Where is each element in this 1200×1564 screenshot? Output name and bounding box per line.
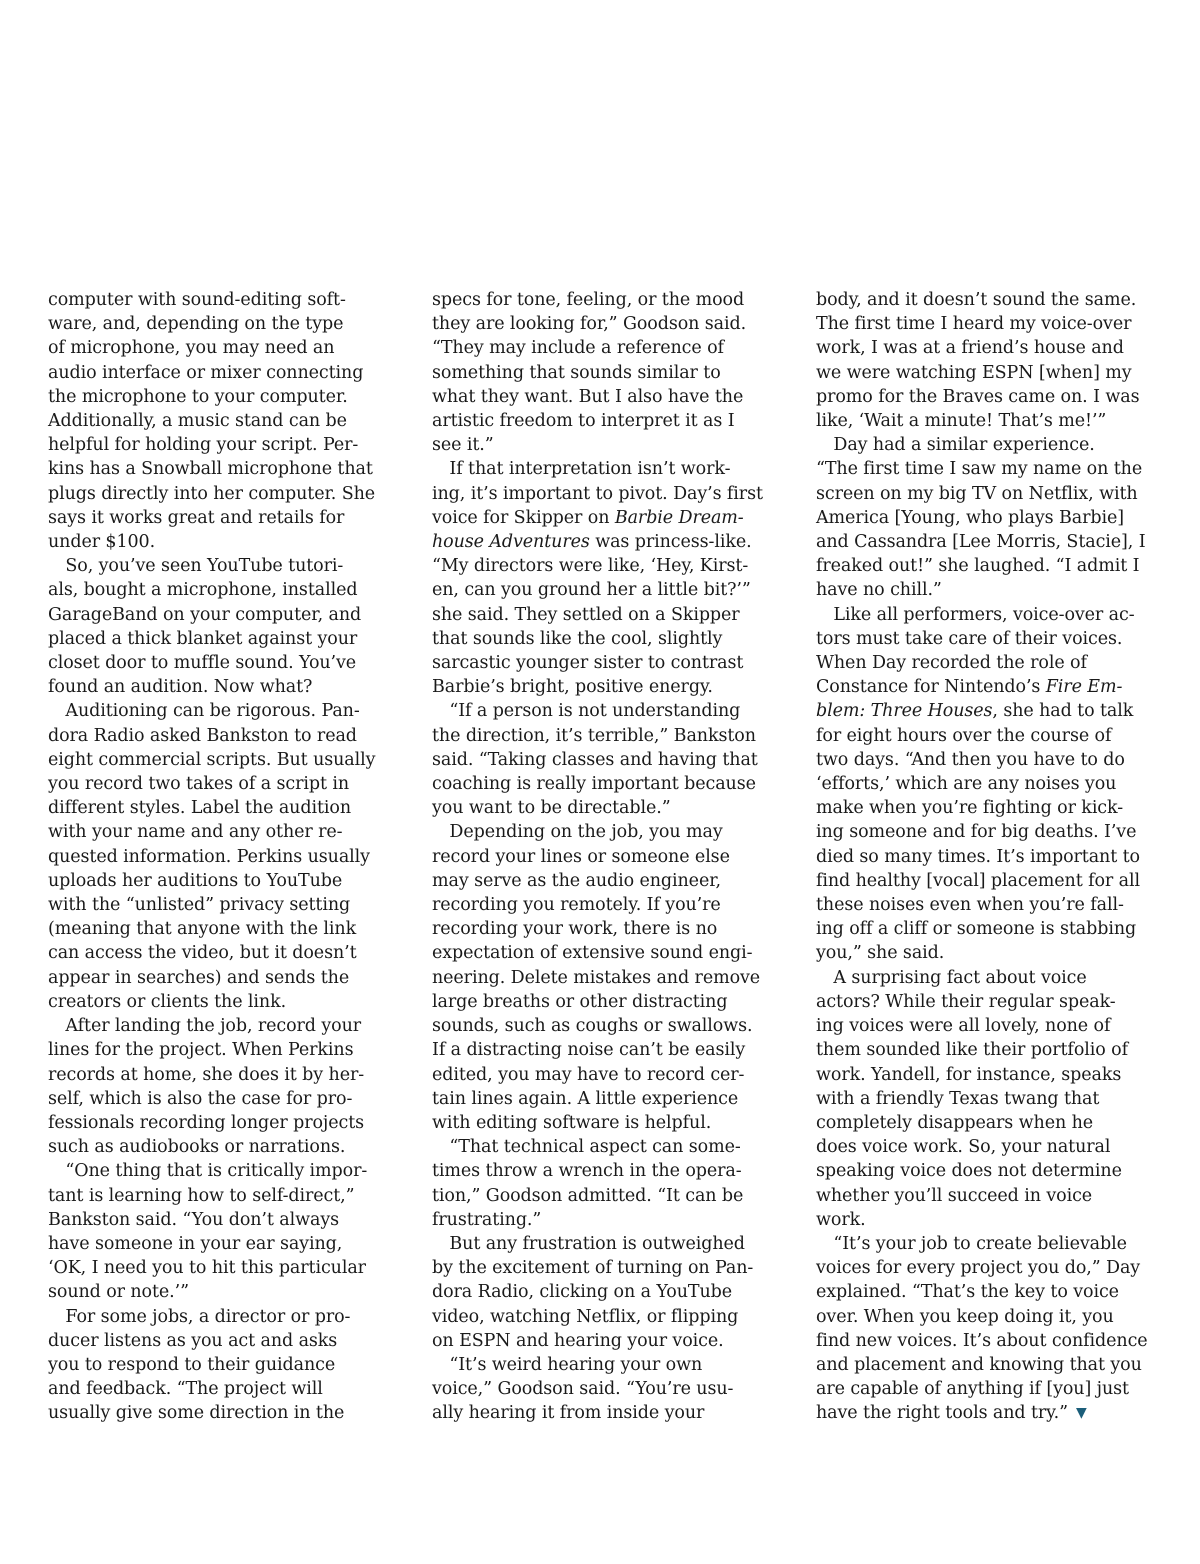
text-run: , she had to talk for eight hours over the course of two days. “And then you have to do ‘efforts,’ which are any noises you make when you’re fighting or kick- ing someone and for big deaths. I’ve died so many times. It’s important to find healthy [vocal] placement for all these noises even when you’re fall- ing off a cliff or someone is stabbing you,” she said. — [816, 701, 1140, 964]
paragraph — [48, 1305, 398, 1426]
text-run: body, and it doesn’t sound the same. The first time I heard my voice-over work, I was at a friend’s house and we were watching ESPN [when] my promo for the Braves came on. I was like, ‘Wait a minute! That’s me!’” — [816, 290, 1140, 432]
text-run: But any frustration is outweighed by the excitement of turning on Pan- dora Radio, clicking on a YouTube video, watching Netflix, or flipping on ESPN and hearing your voice. — [432, 1233, 754, 1351]
column-1 — [48, 288, 398, 1426]
text-run: “If a person is not understanding the direction, it’s terrible,” Bankston said. “Taking classes and having that coaching is really important because you want to be directable.” — [432, 701, 758, 819]
text-run: Day had a similar experience. “The first time I saw my name on the screen on my big TV on Netflix, with America [Young, who plays Barbie] and Cassandra [Lee Morris, Stacie], I freaked out!” she laughed. “I admit I have no chill.” — [816, 435, 1146, 601]
paragraph — [816, 603, 1168, 966]
text-run: If that interpretation isn’t work- ing, it’s important to pivot. Day’s first voice for Skipper on — [432, 459, 763, 528]
text-run: “It’s weird hearing your own voice,” Goodson said. “You’re usu- ally hearing it from inside your — [432, 1354, 734, 1424]
paragraph — [432, 457, 782, 699]
paragraph — [432, 820, 782, 1135]
italic-title: Fire Em- blem: Three Houses — [816, 677, 1123, 722]
text-run: specs for tone, feeling, or the mood they are looking for,” Goodson said. “They may include a reference of something that sounds similar to what they want. But I also have the artistic freedom to interpret it as I see it.” — [432, 290, 747, 456]
text-run: computer with sound-editing soft- ware, and, depending on the type of microphone, you may need an audio interface or mixer connecting the microphone to your computer. Additionally, a music stand can be helpful for holding your script. Per- kins has a Snowball microphone that plugs directly into her computer. She says it works great and retails for under $100. — [48, 290, 376, 553]
text-run: A surprising fact about voice actors? While their regular speak- ing voices were all lovely, none of them sounded like their portfolio of work. Yandell, for instance, speaks with a friendly Texas twang that completely disappears when he does voice work. So, your natural speaking voice does not determine whether you’ll succeed in voice work. — [816, 967, 1128, 1230]
paragraph — [816, 288, 1168, 433]
paragraph — [48, 699, 398, 1014]
text-run: “It’s your job to create believable voices for every project you do,” Day explained. “That’s the key to voice over. When you keep doing it, you find new voices. It’s about confidence and placement and knowing that you are capable of anything if [you] just have the right tools and try.” — [816, 1233, 1148, 1424]
text-run: So, you’ve seen YouTube tutori- als, bought a microphone, installed GarageBand on your computer, and placed a thick blanket against your closet door to muffle sound. You’ve found an audition. Now what? — [48, 556, 362, 698]
text-run: For some jobs, a director or pro- ducer listens as you act and asks you to respond to their guidance and feedback. “The project will usually give some direction in the — [48, 1306, 351, 1424]
paragraph — [816, 1232, 1168, 1426]
column-3 — [816, 288, 1168, 1426]
paragraph — [816, 433, 1168, 602]
italic-title: Barbie Dream- house Adventures — [432, 507, 744, 553]
paragraph — [432, 288, 782, 457]
paragraph — [432, 1232, 782, 1353]
text-run: Like all performers, voice-over ac- tors must take care of their voices. When Day recorded the role of Constance for Nintendo’s — [816, 604, 1135, 698]
paragraph — [432, 1135, 782, 1232]
text-run: After landing the job, record your lines for the project. When Perkins records at home, she does it by her- self, which is also the case for pro- fessionals recording longer projects such as audiobooks or narrations. — [48, 1016, 365, 1158]
text-run: Depending on the job, you may record your lines or someone else may serve as the audio engineer, recording you remotely. If you’re recording your work, there is no expectation of extensive sound engi- neering. Delete mistakes and remove large breaths or other distracting sounds, such as coughs or swallows. If a distracting noise can’t be easily edited, you may have to record cer- tain lines again. A little experience with editing software is helpful. — [432, 822, 761, 1133]
text-run: was princess-like. “My directors were like, ‘Hey, Kirst- en, can you ground her a little bit?’” she said. They settled on a Skipper that sounds like the cool, slightly sarcastic younger sister to contrast Barbie’s bright, positive energy. — [432, 532, 752, 698]
column-2 — [432, 288, 782, 1426]
paragraph — [432, 1353, 782, 1426]
paragraph — [48, 1014, 398, 1159]
text-run: “One thing that is critically impor- tant is learning how to self-direct,” Bankston said. “You don’t always have someone in your ear saying, ‘OK, I need you to hit this particular sound or note.’” — [48, 1161, 368, 1303]
text-run: “That technical aspect can some- times throw a wrench in the opera- tion,” Goodson admitted. “It can be frustrating.” — [432, 1137, 744, 1230]
end-of-article-triangle-icon: ▼ — [1075, 1405, 1087, 1422]
paragraph — [432, 699, 782, 820]
text-run: Auditioning can be rigorous. Pan- dora Radio asked Bankston to read eight commercial scripts. But usually you record two takes of a script in different styles. Label the audition with your name and any other re- quested information. Perkins usually uploads her auditions to YouTube with the “unlisted” privacy setting (meaning that anyone with the link can access the video, but it doesn’t appear in searches) and sends the creators or clients the link. — [48, 701, 376, 1012]
paragraph — [48, 554, 398, 699]
paragraph — [48, 288, 398, 554]
paragraph — [816, 966, 1168, 1232]
paragraph — [48, 1159, 398, 1304]
